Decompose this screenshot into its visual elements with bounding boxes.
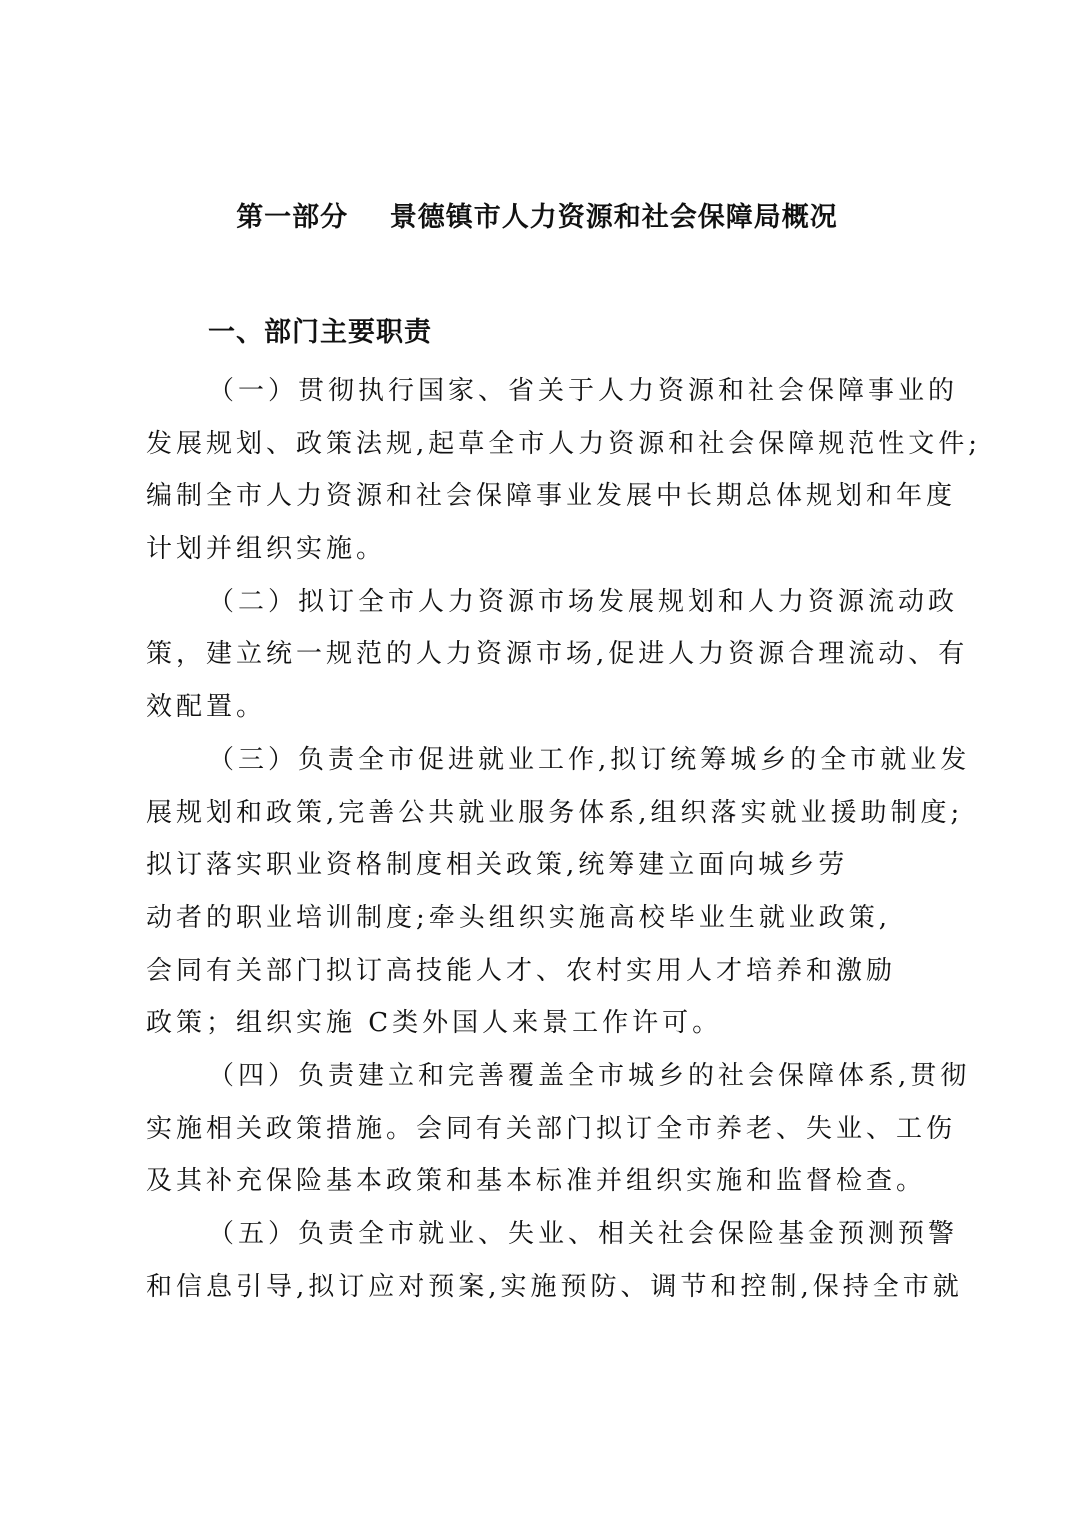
paragraph-line: 动者的职业培训制度;牵头组织实施高校毕业生就业政策, bbox=[146, 902, 892, 933]
paragraph-duty-1 bbox=[146, 365, 982, 576]
paragraph-line: 实施相关政策措施。会同有关部门拟订全市养老、失业、工伤 bbox=[146, 1113, 957, 1144]
paragraph-duty-5 bbox=[146, 1208, 963, 1313]
paragraph-duty-4 bbox=[146, 1050, 971, 1208]
paragraph-line: 计划并组织实施。 bbox=[146, 534, 387, 565]
paragraph-line: （一）贯彻执行国家、省关于人力资源和社会保障事业的 bbox=[208, 376, 959, 406]
paragraph-line: 及其补充保险基本政策和基本标准并组织实施和监督检查。 bbox=[146, 1166, 927, 1197]
paragraph-line: 发展规划、政策法规,起草全市人力资源和社会保障规范性文件; bbox=[146, 428, 982, 459]
paragraph-line: 和信息引导,拟订应对预案,实施预防、调节和控制,保持全市就 bbox=[146, 1271, 963, 1302]
paragraph-line: （二）拟订全市人力资源市场发展规划和人力资源流动政 bbox=[208, 586, 959, 617]
paragraph-line: （四）负责建立和完善覆盖全市城乡的社会保障体系,贯彻 bbox=[208, 1060, 971, 1091]
document-title: 第一部分 景德镇市人力资源和社会保障局概况 bbox=[236, 202, 838, 233]
paragraph-line: 效配置。 bbox=[146, 692, 267, 723]
paragraph-line: 策，建立统一规范的人力资源市场,促进人力资源合理流动、有 bbox=[146, 639, 969, 670]
paragraph-line: 编制全市人力资源和社会保障事业发展中长期总体规划和年度 bbox=[146, 481, 957, 512]
document-body bbox=[146, 365, 982, 1313]
paragraph-duty-3 bbox=[146, 734, 971, 1050]
paragraph-line: 展规划和政策,完善公共就业服务体系,组织落实就业援助制度; bbox=[146, 797, 964, 828]
paragraph-line: 政策；组织实施 C类外国人来景工作许可。 bbox=[146, 1008, 723, 1039]
section-heading: 一、部门主要职责 bbox=[208, 317, 432, 348]
paragraph-line: （五）负责全市就业、失业、相关社会保险基金预测预警 bbox=[208, 1219, 959, 1249]
paragraph-duty-2 bbox=[146, 576, 969, 734]
paragraph-line: （三）负责全市促进就业工作,拟订统筹城乡的全市就业发 bbox=[208, 744, 971, 775]
paragraph-line: 会同有关部门拟订高技能人才、农村实用人才培养和激励 bbox=[146, 955, 897, 986]
paragraph-line: 拟订落实职业资格制度相关政策,统筹建立面向城乡劳 bbox=[146, 850, 849, 881]
